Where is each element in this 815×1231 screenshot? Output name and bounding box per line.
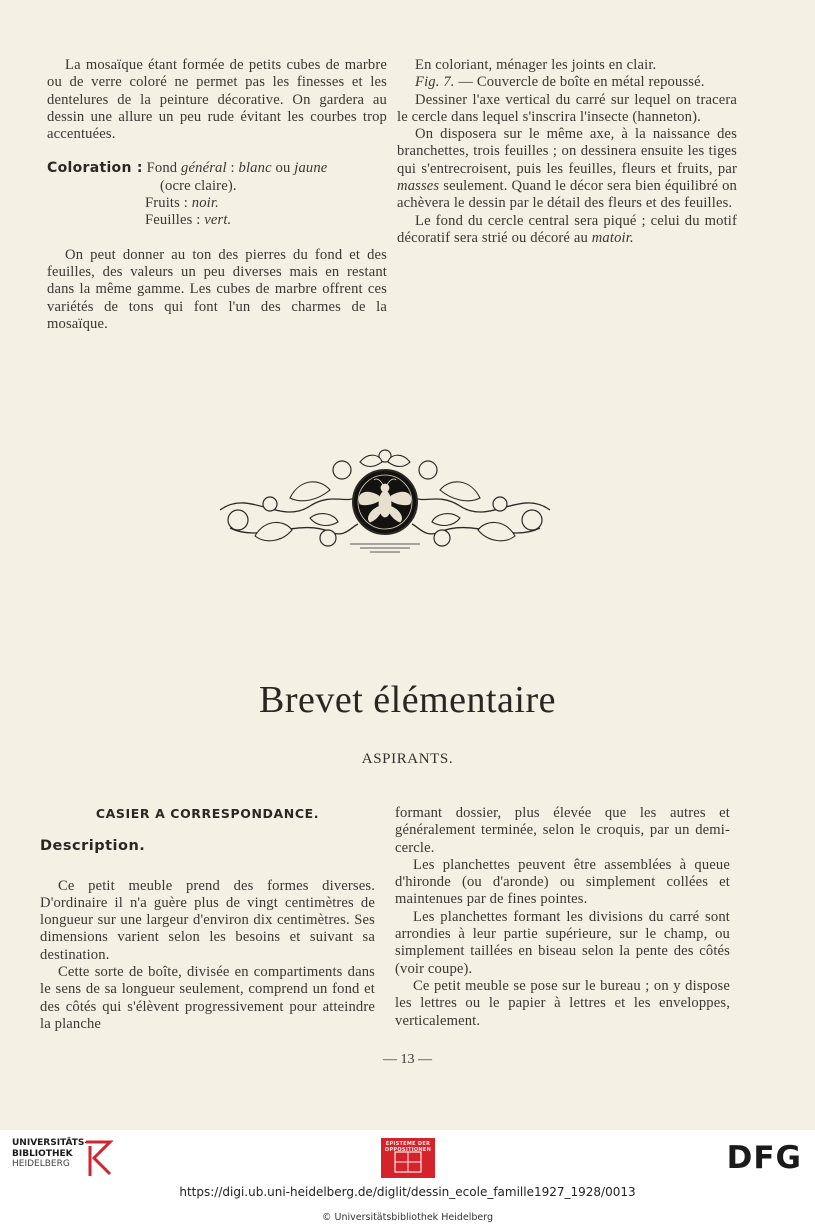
coloriant-paragraph: En coloriant, ménager les joints en clair. [415, 57, 657, 73]
planchettes-paragraph: Les planchettes peuvent être assemblées à queue d'hironde (ou d'aronde) ou simplement collées et maintenues par de fines pointes. [395, 856, 730, 908]
bottom-right-column [395, 805, 730, 1030]
section-subtitle: ASPIRANTS. [361, 751, 454, 767]
coloration-ocre: (ocre claire). [160, 177, 237, 194]
branches-masses: masses [397, 178, 440, 195]
coloration-fruits [47, 195, 387, 212]
branches-paragraph [397, 126, 737, 212]
ub-heidelberg-logo[interactable] [12, 1138, 88, 1170]
background-text: Le fond du cercle central sera piqué ; celui du motif décoratif sera strié ou décoré au [397, 212, 737, 246]
branches-text-c: seulement. Quand le décor sera bien équilibré on achèvera le dessin par le détail des fleurs et des feuilles. [397, 178, 737, 212]
boite-paragraph: Cette sorte de boîte, divisée en compartiments dans le sens de sa longueur seulement, comprend un fond et des côtés qui s'élèvent progressivement pour atteindre la planche [40, 964, 375, 1032]
figure-number: Fig. 7. [415, 74, 455, 91]
coloration-label: Coloration : [47, 160, 143, 177]
background-matoir: matoir. [591, 229, 634, 246]
figure-caption [397, 74, 737, 91]
divisions-paragraph: Les planchettes formant les divisions du carré sont arrondies à leur partie supérieure, sur le champ, ou simplement taillées en biseau selon la pente des côtés (voir coupe). [395, 908, 730, 977]
partner-logo[interactable] [381, 1138, 435, 1178]
casier-heading: CASIER A CORRESPONDANCE. [95, 806, 320, 821]
feuilles-value: vert. [204, 212, 232, 229]
figure-title: — Couvercle de boîte en métal repoussé. [458, 74, 705, 91]
permalink-url[interactable]: https://digi.ub.uni-heidelberg.de/diglit/dessin_ecole_famille1927_1928/0013 [179, 1185, 636, 1199]
ub-line2: BIBLIOTHEK [12, 1148, 73, 1159]
dossier-paragraph: formant dossier, plus élevée que les autres et généralement terminée, selon le croquis, par un demi-cercle. [395, 805, 730, 856]
top-left-column [47, 57, 387, 333]
coloration-colon: : [230, 160, 235, 177]
bottom-left-column [40, 805, 375, 1033]
ub-line3: HEIDELBERG [12, 1159, 70, 1169]
description-heading: Description. [40, 838, 146, 855]
stones-paragraph: On peut donner au ton des pierres du fond et des feuilles, des valeurs un peu diverses mais en restant dans la même gamme. Les cubes de marbre offrent ces variétés de tons qui font l'un des charmes de la mosaïque. [47, 246, 387, 332]
branches-text-a: On disposera sur le même axe, à la naissance des branchettes, trois feuilles ; on dessinera ensuite les tiges qui s'entrecroisent, puis les feuilles, fleurs et fruits, par [397, 126, 737, 177]
background-paragraph [397, 213, 737, 248]
partner-emblem-icon [381, 1138, 435, 1178]
ub-mark-icon [82, 1138, 114, 1178]
bureau-paragraph: Ce petit meuble se pose sur le bureau ; on y dispose les lettres ou le papier à lettres et les enveloppes, verticalement. [395, 977, 730, 1029]
beetle-ornament [210, 448, 560, 556]
dfg-logo[interactable]: DFG [726, 1140, 802, 1176]
library-footer [0, 1130, 815, 1231]
meuble-paragraph: Ce petit meuble prend des formes diverses. D'ordinaire il n'a guère plus de vingt centimètres de longueur sur une largeur d'environ dix centimètres. Ses dimensions varient selon les besoins et suivant sa destination. [40, 877, 375, 963]
coloration-ou: ou [275, 160, 291, 177]
ub-line1: UNIVERSITÄTS- [12, 1138, 89, 1148]
coloration-general: général [181, 160, 227, 177]
mosaic-paragraph: La mosaïque étant formée de petits cubes de marbre ou de verre coloré ne permet pas les finesses et les dentelures de la peinture décorative. On gardera au dessin une allure un peu rude évitant les courbes trop accentuées. [47, 57, 387, 143]
axis-paragraph: Dessiner l'axe vertical du carré sur lequel on tracera le cercle dans lequel s'inscrira l'insecte (hanneton). [397, 91, 737, 125]
page-number: — 13 — [383, 1052, 432, 1067]
coloration-fond: Fond [146, 160, 178, 177]
fruits-label: Fruits : [145, 195, 188, 212]
top-right-column [397, 57, 737, 247]
coloration-feuilles [47, 212, 387, 229]
section-title: Brevet élémentaire [258, 679, 556, 721]
feuilles-label: Feuilles : [145, 212, 201, 229]
coloration-blanc: blanc [238, 160, 272, 177]
copyright-notice: © Universitätsbibliothek Heidelberg [321, 1212, 493, 1223]
coloration-jaune: jaune [294, 160, 328, 177]
fruits-value: noir. [191, 195, 219, 212]
coloration-block [47, 160, 387, 229]
partner-logo-text: EPISTEME DER OPPOSITIONEN [384, 1141, 432, 1153]
